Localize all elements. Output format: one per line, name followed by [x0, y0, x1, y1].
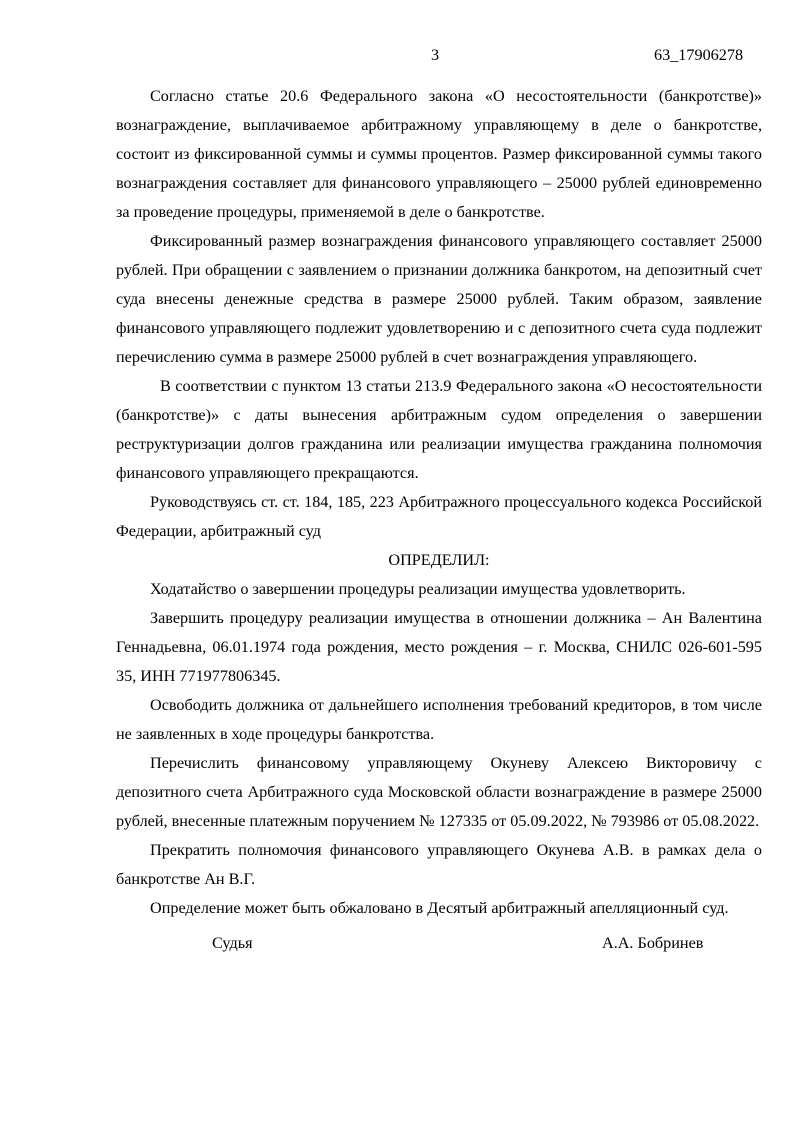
paragraph-fixed-remuneration: Фиксированный размер вознаграждения финансового управляющего составляет 25000 рублей. При обращении с заявлением о признании должника банкротом, на депозитный счет суда внесены денежные средства в размере 25000 рублей. Таким образом, заявление финансового управляющего подлежит удовлетворению и с депозитного счета суда подлежит перечислению сумма в размере 25000 рублей в счет вознаграждения управляющего. [116, 232, 762, 366]
paragraph-remuneration-law: Согласно статье 20.6 Федерального закона «О несостоятельности (банкротстве)» вознаграждение, выплачиваемое арбитражному управляющему в деле о банкротстве, состоит из фиксированной суммы и суммы процентов. Размер фиксированной суммы такого вознаграждения составляет для финансового управляющего – 25000 рублей единовременно за проведение процедуры, применяемой в деле о банкротстве. [116, 87, 762, 221]
signature-block [0, 934, 800, 958]
case-number: 63_17906278 [654, 46, 744, 64]
decision-item: Завершить процедуру реализации имущества в отношении должника – Ан Валентина Геннадьевна, 06.01.1974 года рождения, место рождения – г. Москва, СНИЛС 026-601-595 35, ИНН 771977806345. [116, 609, 762, 685]
paragraph-powers-termination: В соответствии с пунктом 13 статьи 213.9 Федерального закона «О несостоятельности (банкротстве)» с даты вынесения арбитражным судом определения о завершении реструктуризации долгов гражданина или реализации имущества гражданина полномочия финансового управляющего прекращаются. [116, 377, 762, 482]
decision-item: Прекратить полномочия финансового управляющего Окунева А.В. в рамках дела о банкротстве Ан В.Г. [116, 841, 762, 888]
paragraph-legal-basis: Руководствуясь ст. ст. 184, 185, 223 Арбитражного процессуального кодекса Российской Федерации, арбитражный суд [116, 493, 762, 540]
decision-heading: ОПРЕДЕЛИЛ: [388, 551, 490, 569]
decision-item: Определение может быть обжаловано в Десятый арбитражный апелляционный суд. [150, 899, 729, 917]
document-body [116, 82, 762, 923]
page-header [0, 46, 800, 68]
decision-item: Ходатайство о завершении процедуры реализации имущества удовлетворить. [150, 580, 686, 598]
page-number: 3 [431, 46, 440, 64]
decision-item: Освободить должника от дальнейшего исполнения требований кредиторов, в том числе не заявленных в ходе процедуры банкротства. [116, 696, 762, 743]
decision-item: Перечислить финансовому управляющему Окуневу Алексею Викторовичу с депозитного счета Арбитражного суда Московской области вознаграждение в размере 25000 рублей, внесенные платежным поручением № 127335 от 05.09.2022, № 793986 от 05.08.2022. [116, 754, 762, 830]
judge-name: А.А. Бобринев [602, 934, 704, 952]
judge-label: Судья [212, 934, 253, 952]
